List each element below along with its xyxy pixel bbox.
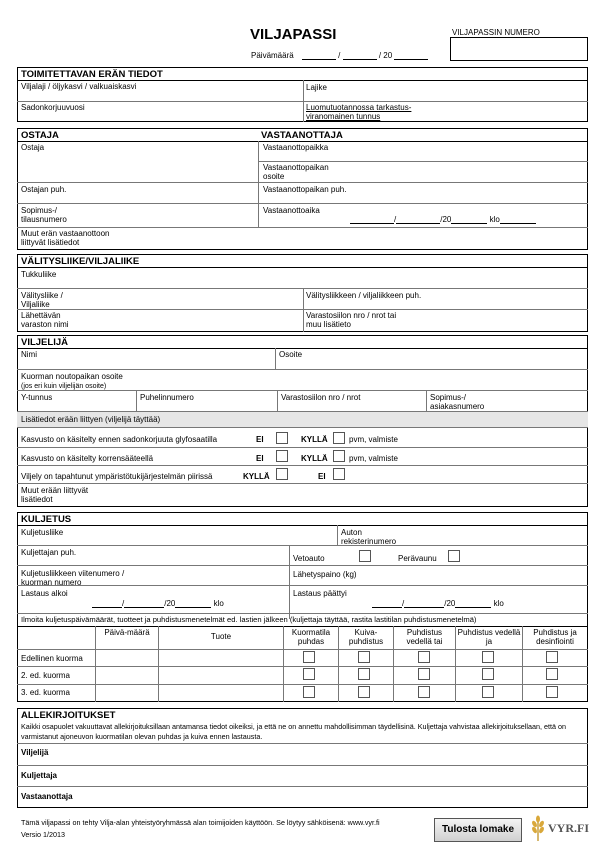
buyer-phone-field[interactable]: Ostajan puh. <box>21 185 67 194</box>
vehicle-register-field[interactable]: Auton rekisterinumero <box>341 528 397 546</box>
col-date: Päivä-määrä <box>104 628 150 637</box>
farmer-address-field[interactable]: Osoite <box>279 350 303 359</box>
wholesale-field[interactable]: Tukkuliike <box>21 270 57 279</box>
r3-dry-checkbox[interactable] <box>358 686 370 698</box>
environment-yes-checkbox[interactable] <box>276 468 288 480</box>
growth-regulator-no-checkbox[interactable] <box>276 450 288 462</box>
growth-regulator-yes-checkbox[interactable] <box>333 450 345 462</box>
broker-field[interactable]: Välitysliike / Viljaliike <box>21 291 63 309</box>
end-month-field[interactable] <box>404 599 444 608</box>
date-year-field[interactable] <box>394 51 428 60</box>
col-disinfect: Puhdistus ja desinfiointi <box>533 628 577 646</box>
buyer-field[interactable]: Ostaja <box>21 143 45 152</box>
date-day-field[interactable] <box>302 51 336 60</box>
section-transport-title: KULJETUS <box>21 514 72 525</box>
warehouse-silo-field[interactable]: Varastosiilon nro / nrot tai muu lisätieto <box>306 311 397 329</box>
glyphosate-no-checkbox[interactable] <box>276 432 288 444</box>
start-day-field[interactable] <box>92 599 122 608</box>
r1-water-or-checkbox[interactable] <box>418 651 430 663</box>
r1-disinfect-checkbox[interactable] <box>546 651 558 663</box>
r2-disinfect-checkbox[interactable] <box>546 668 558 680</box>
harvest-year-field[interactable]: Sadonkorjuuvuosi <box>21 103 85 112</box>
col-dry-clean: Kuiva-puhdistus <box>348 628 384 646</box>
col-water-and: Puhdistus vedellä ja <box>457 628 521 646</box>
section-broker-title: VÄLITYSLIIKE/VILJALIIKE <box>21 256 140 267</box>
print-button[interactable]: Tulosta lomake <box>434 818 522 842</box>
growth-regulator-question: Kasvusto on käsitelty korrensääteellä <box>21 454 154 463</box>
receiving-address-field[interactable]: Vastaanottopaikan osoite <box>263 163 329 181</box>
trailer-checkbox[interactable] <box>448 550 460 562</box>
pickup-address-field[interactable]: Kuorman noutopaikan osoite (jos eri kuin viljelijän osoite) <box>21 372 123 390</box>
section-buyer-title: OSTAJA <box>21 130 59 141</box>
r2-dry-checkbox[interactable] <box>358 668 370 680</box>
driver-phone-field[interactable]: Kuljettajan puh. <box>21 548 77 557</box>
section-shipment-title: TOIMITETTAVAN ERÄN TIEDOT <box>21 69 163 80</box>
r3-water-and-checkbox[interactable] <box>482 686 494 698</box>
driver-signature-field[interactable]: Kuljettaja <box>21 771 58 780</box>
date-month-field[interactable] <box>343 51 377 60</box>
passport-number-label: VILJAPASSIN NUMERO <box>452 28 540 37</box>
transport-instructions: Ilmoita kuljetuspäivämäärät, tuotteet ja puhdistusmenetelmät ed. lastien jälkeen (kuljettaja täyttää, rastita lastitilan puhdistusmenetelmä) <box>21 615 477 624</box>
loading-end-label: Lastaus päättyi <box>293 589 347 598</box>
passport-number-field[interactable] <box>450 37 588 61</box>
organic-field[interactable]: Luomutuotannossa tarkastus-viranomainen tunnus <box>306 103 412 121</box>
variety-field[interactable]: Lajike <box>306 83 327 92</box>
receiving-year-field[interactable] <box>451 215 487 224</box>
broker-phone-field[interactable]: Välitysliikkeen / viljaliikkeen puh. <box>306 291 422 300</box>
footer-version: Versio 1/2013 <box>21 830 65 839</box>
row-second: 2. ed. kuorma <box>21 671 70 680</box>
logo-text: VYR.FI <box>548 821 589 835</box>
farmer-extra-field[interactable]: Muut erään liittyvät lisätiedot <box>21 486 89 504</box>
footer-note: Tämä viljapassi on tehty Vilja-alan yhteistyöryhmässä alan toimijoiden käyttöön. Se löytyy sähköisenä: www.vyr.fi <box>21 818 380 827</box>
wheat-icon <box>528 814 548 842</box>
page-title: VILJAPASSI <box>250 26 337 43</box>
environment-no-checkbox[interactable] <box>333 468 345 480</box>
section-receiver-title: VASTAANOTTAJA <box>261 130 343 141</box>
farmer-name-field[interactable]: Nimi <box>21 350 37 359</box>
start-month-field[interactable] <box>124 599 164 608</box>
glyphosate-question: Kasvusto on käsitelty ennen sadonkorjuuta glyfosaatilla <box>21 435 218 444</box>
contract-number-field[interactable]: Sopimus-/ tilausnumero <box>21 206 67 224</box>
tow-checkbox[interactable] <box>359 550 371 562</box>
r1-water-and-checkbox[interactable] <box>482 651 494 663</box>
end-year-field[interactable] <box>455 599 491 608</box>
crop-field[interactable]: Viljalaji / öljykasvi / valkuaiskasvi <box>21 82 137 91</box>
farmer-signature-field[interactable]: Viljelijä <box>21 748 49 757</box>
receiving-place-field[interactable]: Vastaanottopaikka <box>263 143 329 152</box>
col-water-or: Puhdistus vedellä tai <box>406 628 443 646</box>
r2-water-and-checkbox[interactable] <box>482 668 494 680</box>
col-product: Tuote <box>210 632 232 641</box>
environment-question: Viljely on tapahtunut ympäristötukijärjestelmän piirissä <box>21 472 213 481</box>
r3-water-or-checkbox[interactable] <box>418 686 430 698</box>
r3-clean-checkbox[interactable] <box>303 686 315 698</box>
section-farmer-title: VILJELIJÄ <box>21 337 68 348</box>
date-label: Päivämäärä <box>251 51 294 60</box>
start-year-field[interactable] <box>175 599 211 608</box>
r3-disinfect-checkbox[interactable] <box>546 686 558 698</box>
receiving-month-field[interactable] <box>396 215 440 224</box>
col-clean: Kuormatila puhdas <box>291 628 331 646</box>
trailer-label: Perävaunu <box>398 554 437 563</box>
client-number-field[interactable]: Sopimus-/ asiakasnumero <box>430 393 485 411</box>
vyr-logo <box>528 812 588 844</box>
receiving-day-field[interactable] <box>350 215 394 224</box>
row-previous: Edellinen kuorma <box>21 654 83 663</box>
ytunnus-field[interactable]: Y-tunnus <box>21 393 53 402</box>
receiving-clock-field[interactable] <box>500 215 536 224</box>
warehouse-field[interactable]: Lähettävän varaston nimi <box>21 311 69 329</box>
row-third: 3. ed. kuorma <box>21 688 70 697</box>
transport-ref-field[interactable]: Kuljetusliikkeen viitenumero / kuorman numero <box>21 569 125 587</box>
r1-dry-checkbox[interactable] <box>358 651 370 663</box>
receiving-extra-field[interactable]: Muut erän vastaanottoon liittyvät lisätiedot <box>21 229 110 247</box>
receiving-time-label: Vastaanottoaika <box>263 206 320 215</box>
r1-clean-checkbox[interactable] <box>303 651 315 663</box>
section-signatures-title: ALLEKIRJOITUKSET <box>21 710 116 721</box>
weight-field[interactable]: Lähetyspaino (kg) <box>293 570 357 579</box>
r2-water-or-checkbox[interactable] <box>418 668 430 680</box>
farmer-silo-field[interactable]: Varastosiilon nro / nrot <box>281 393 361 402</box>
farmer-phone-field[interactable]: Puhelinnumero <box>140 393 194 402</box>
receiving-phone-field[interactable]: Vastaanottopaikan puh. <box>263 185 347 194</box>
glyphosate-yes-checkbox[interactable] <box>333 432 345 444</box>
receiver-signature-field[interactable]: Vastaanottaja <box>21 792 73 801</box>
tow-label: Vetoauto <box>293 554 325 563</box>
transport-company-field[interactable]: Kuljetusliike <box>21 528 64 537</box>
signatures-text: Kaikki osapuolet vakuuttavat allekirjoituksillaan antamansa tiedot oikeiksi, ja että ne on annettu mahdollisimman täydellisinä. Kuljettaja vahvistaa allekirjoituksellaan, että on varmistanut ajoneuvon kuormatilan olevan puhdas ja kuiva ennen lastausta. <box>21 722 566 741</box>
end-day-field[interactable] <box>372 599 402 608</box>
farmer-info-title: Lisätiedot erään liittyen (viljelijä täyttää) <box>21 415 161 424</box>
loading-start-label: Lastaus alkoi <box>21 589 68 598</box>
r2-clean-checkbox[interactable] <box>303 668 315 680</box>
